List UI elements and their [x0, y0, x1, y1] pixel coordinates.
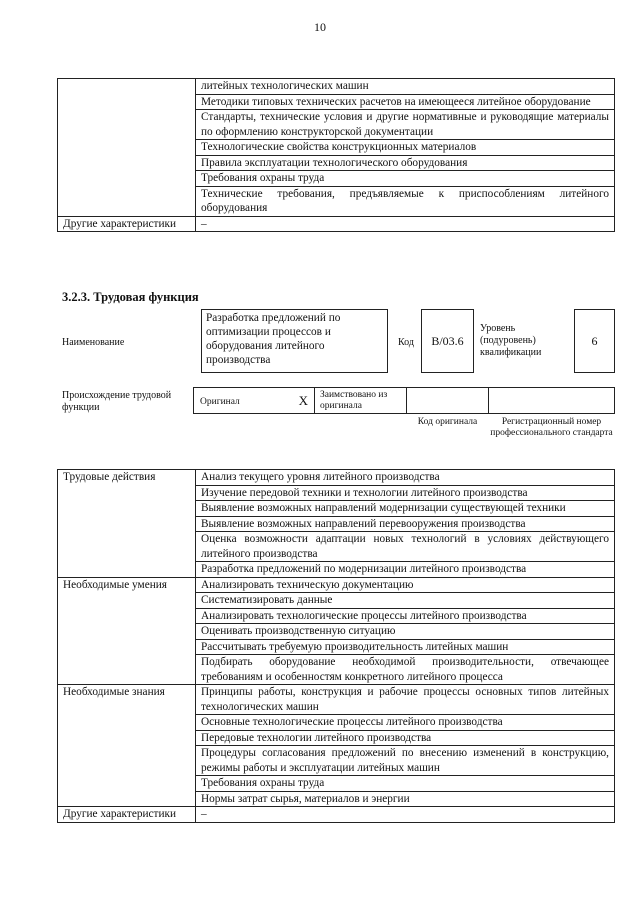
code-original-caption: Код оригинала [417, 417, 478, 427]
registration-number-caption: Регистрационный номер профессионального стандарта [490, 417, 613, 438]
table-cell: Выявление возможных направлений перевооружения производства [196, 516, 615, 532]
table-cell: Оценка возможности адаптации новых технологий в условиях действующего литейного производства [196, 532, 615, 562]
table-cell: Методики типовых технических расчетов на имеющееся литейное оборудование [196, 94, 615, 110]
other-characteristics-value: – [196, 807, 615, 823]
function-name-box: Разработка предложений по оптимизации процессов и оборудования литейного производства [201, 309, 388, 373]
section-title: 3.2.3. Трудовая функция [62, 290, 199, 304]
table-cell: Анализ текущего уровня литейного производства [196, 470, 615, 486]
category-label: Необходимые знания [58, 685, 196, 807]
other-characteristics-value: – [196, 216, 615, 232]
table-cell: Анализировать технологические процессы литейного производства [196, 608, 615, 624]
table-cell: Рассчитывать требуемую производительность литейных машин [196, 639, 615, 655]
other-characteristics-label: Другие характеристики [58, 807, 196, 823]
table-cell: Нормы затрат сырья, материалов и энергии [196, 791, 615, 807]
other-characteristics-label: Другие характеристики [58, 216, 196, 232]
code-original-cell [406, 387, 489, 414]
code-box: B/03.6 [421, 309, 474, 373]
table-cell: Технологические свойства конструкционных материалов [196, 140, 615, 156]
table-row [58, 577, 615, 593]
table-cell: Правила эксплуатации технологического оборудования [196, 155, 615, 171]
table-cell: Процедуры согласования предложений по внесению изменений в конструкцию, режимы работы и эксплуатации литейных машин [196, 746, 615, 776]
table-cell: Технические требования, предъявляемые к приспособлениям литейного оборудования [196, 186, 615, 216]
category-cell-empty [58, 79, 196, 217]
borrowed-label: Заимствовано из оригинала [320, 390, 388, 411]
table-row [58, 685, 615, 715]
table-cell: Требования охраны труда [196, 776, 615, 792]
original-label: Оригинал [200, 397, 240, 407]
registration-number-cell [488, 387, 615, 414]
labor-function-table [57, 469, 615, 823]
table-row [58, 79, 615, 95]
table-cell: Принципы работы, конструкция и рабочие процессы основных типов литейных технологических машин [196, 685, 615, 715]
table-cell: Выявление возможных направлений модернизации существующей техники [196, 501, 615, 517]
original-mark: X [298, 393, 308, 408]
table-cell: Подбирать оборудование необходимой производительности, отвечающее требованиям и особенностям конкретного литейного процесса [196, 655, 615, 685]
borrowed-cell [314, 387, 407, 414]
category-label: Трудовые действия [58, 470, 196, 578]
table-row [58, 216, 615, 232]
knowledge-table-continuation [57, 78, 615, 232]
name-label: Наименование [62, 337, 125, 348]
table-cell: Основные технологические процессы литейного производства [196, 715, 615, 731]
category-label: Необходимые умения [58, 577, 196, 685]
table-cell: литейных технологических машин [196, 79, 615, 95]
table-row [58, 807, 615, 823]
origin-label: Происхождение трудовой функции [62, 390, 172, 413]
level-label: Уровень (подуровень) квалификации [480, 323, 542, 358]
table-cell: Разработка предложений по модернизации литейного производства [196, 562, 615, 578]
table-cell: Изучение передовой техники и технологии литейного производства [196, 485, 615, 501]
code-label: Код [398, 337, 414, 348]
table-cell: Требования охраны труда [196, 171, 615, 187]
table-cell: Оценивать производственную ситуацию [196, 624, 615, 640]
table-cell: Стандарты, технические условия и другие нормативные и руководящие материалы по оформлению конструкторской документации [196, 110, 615, 140]
original-cell [193, 387, 315, 414]
level-box: 6 [574, 309, 615, 373]
table-cell: Систематизировать данные [196, 593, 615, 609]
table-row [58, 470, 615, 486]
page-number: 10 [314, 20, 326, 34]
table-cell: Анализировать техническую документацию [196, 577, 615, 593]
table-cell: Передовые технологии литейного производства [196, 730, 615, 746]
